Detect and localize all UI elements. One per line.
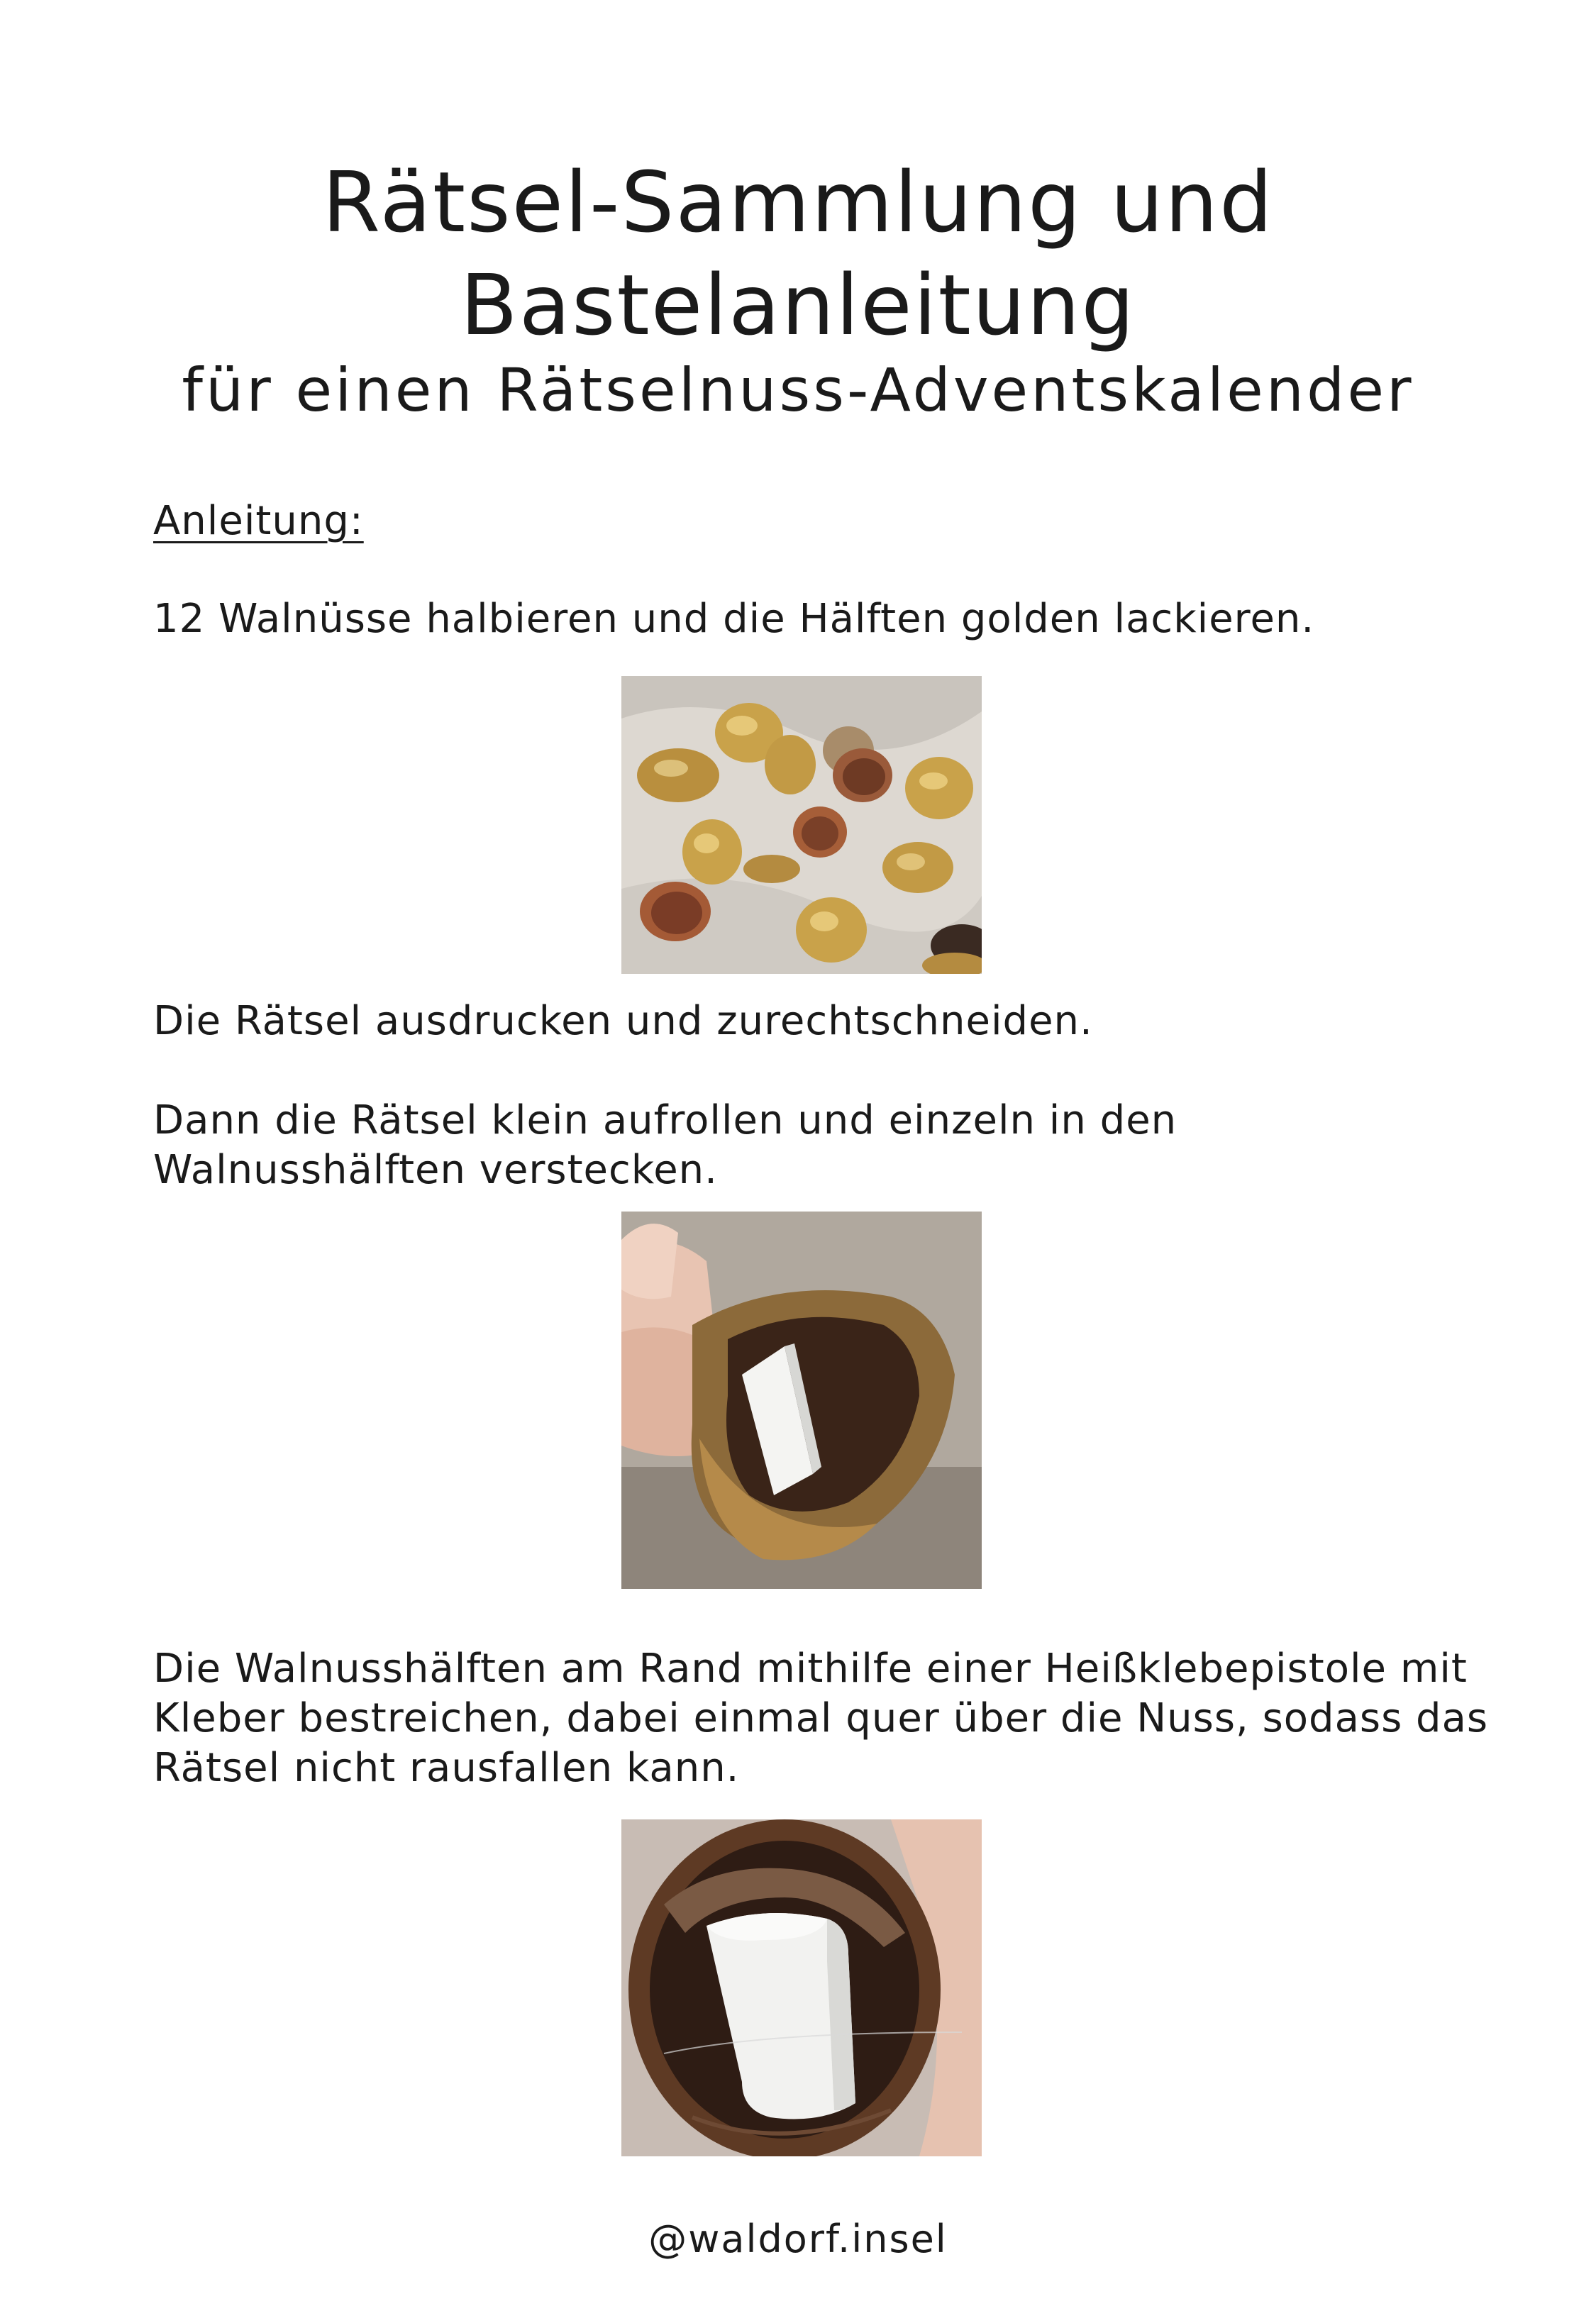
rolled-riddle-in-walnut-photo [621, 1212, 982, 1589]
glued-walnut-half-photo [621, 1819, 982, 2156]
page-title-line-1: Rätsel-Sammlung und [322, 153, 1274, 251]
step-3-text-line-1: Dann die Rätsel klein aufrollen und einzeln in den [153, 1097, 1177, 1143]
page-subtitle: für einen Rätselnuss-Adventskalender [182, 355, 1414, 425]
footer-handle: @waldorf.insel [648, 2217, 948, 2261]
page-title-line-2: Bastelanleitung [460, 256, 1136, 354]
step-3-text-line-2: Walnusshälften verstecken. [153, 1147, 718, 1193]
step-2-text: Die Rätsel ausdrucken und zurechtschneiden. [153, 998, 1093, 1044]
step-1-text: 12 Walnüsse halbieren und die Hälften golden lackieren. [153, 596, 1315, 642]
golden-walnut-halves-photo [621, 676, 982, 974]
step-4-text-line-3: Rätsel nicht rausfallen kann. [153, 1745, 740, 1791]
instructions-heading: Anleitung: [153, 498, 364, 544]
step-4-text-line-1: Die Walnusshälften am Rand mithilfe einer Heißklebepistole mit [153, 1646, 1468, 1692]
step-4-text-line-2: Kleber bestreichen, dabei einmal quer über die Nuss, sodass das [153, 1695, 1489, 1741]
